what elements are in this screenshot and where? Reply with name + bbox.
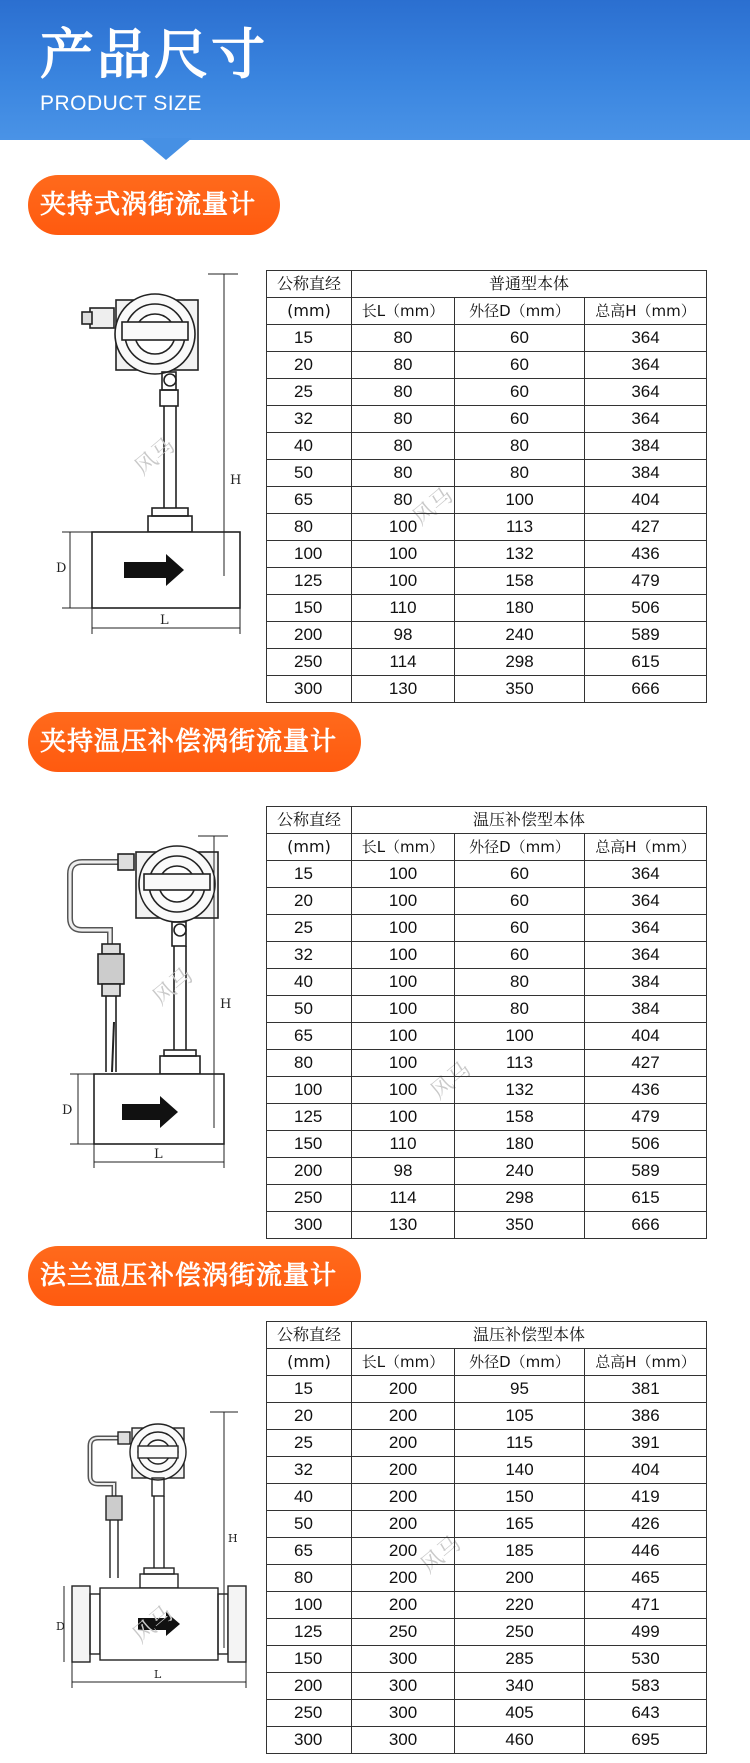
- cell-length: 80: [352, 487, 455, 514]
- cell-outer-diameter: 460: [455, 1727, 585, 1754]
- table-row: [267, 1457, 707, 1484]
- cell-diameter: 100: [267, 1592, 352, 1619]
- table-row: [267, 514, 707, 541]
- header-diameter-label: 公称直经: [267, 271, 352, 298]
- cell-length: 98: [352, 1158, 455, 1185]
- cell-outer-diameter: 115: [455, 1430, 585, 1457]
- cell-height: 364: [585, 406, 707, 433]
- header-group: 温压补偿型本体: [352, 1322, 707, 1349]
- watermark: 风马: [148, 963, 199, 1011]
- cell-height: 364: [585, 379, 707, 406]
- dim-label-h: H: [220, 997, 232, 1012]
- cell-outer-diameter: 158: [455, 1104, 585, 1131]
- dim-label-d: D: [62, 1103, 73, 1118]
- cell-length: 80: [352, 433, 455, 460]
- cell-height: 589: [585, 622, 707, 649]
- cell-outer-diameter: 60: [455, 942, 585, 969]
- cell-outer-diameter: 150: [455, 1484, 585, 1511]
- table-row: [267, 1185, 707, 1212]
- cell-length: 200: [352, 1403, 455, 1430]
- table-row: [267, 996, 707, 1023]
- cell-diameter: 65: [267, 1538, 352, 1565]
- cell-length: 300: [352, 1673, 455, 1700]
- cell-length: 80: [352, 352, 455, 379]
- cell-diameter: 32: [267, 1457, 352, 1484]
- cell-height: 666: [585, 676, 707, 703]
- cell-outer-diameter: 80: [455, 969, 585, 996]
- section-title-1: 夹持式涡街流量计: [28, 175, 280, 235]
- table-row: [267, 649, 707, 676]
- table-row: [267, 1538, 707, 1565]
- cell-height: 446: [585, 1538, 707, 1565]
- cell-diameter: 15: [267, 325, 352, 352]
- spec-table-2: [266, 806, 707, 1239]
- cell-diameter: 150: [267, 595, 352, 622]
- table-row: [267, 487, 707, 514]
- table-row: [267, 379, 707, 406]
- cell-diameter: 25: [267, 1430, 352, 1457]
- cell-length: 200: [352, 1538, 455, 1565]
- table-row: [267, 1727, 707, 1754]
- table-row: [267, 1376, 707, 1403]
- cell-length: 100: [352, 996, 455, 1023]
- cell-height: 479: [585, 568, 707, 595]
- watermark: 风马: [128, 1601, 179, 1649]
- cell-length: 200: [352, 1457, 455, 1484]
- cell-height: 364: [585, 325, 707, 352]
- cell-height: 404: [585, 1457, 707, 1484]
- header-length: 长L（mm）: [352, 1349, 455, 1376]
- cell-height: 499: [585, 1619, 707, 1646]
- cell-outer-diameter: 60: [455, 379, 585, 406]
- cell-length: 300: [352, 1727, 455, 1754]
- cell-height: 615: [585, 649, 707, 676]
- header-diameter-unit: (mm): [267, 298, 352, 325]
- cell-outer-diameter: 350: [455, 676, 585, 703]
- cell-height: 391: [585, 1430, 707, 1457]
- cell-diameter: 80: [267, 514, 352, 541]
- cell-diameter: 100: [267, 1077, 352, 1104]
- cell-length: 80: [352, 406, 455, 433]
- table-row: [267, 1077, 707, 1104]
- cell-diameter: 32: [267, 942, 352, 969]
- cell-diameter: 40: [267, 1484, 352, 1511]
- table-row: [267, 595, 707, 622]
- cell-outer-diameter: 340: [455, 1673, 585, 1700]
- table-row: [267, 1403, 707, 1430]
- cell-outer-diameter: 350: [455, 1212, 585, 1239]
- cell-height: 364: [585, 915, 707, 942]
- header-diameter-unit: (mm): [267, 834, 352, 861]
- cell-outer-diameter: 165: [455, 1511, 585, 1538]
- cell-height: 615: [585, 1185, 707, 1212]
- cell-height: 384: [585, 433, 707, 460]
- dim-label-h: H: [228, 1532, 238, 1545]
- header-outer-diameter: 外径D（mm）: [455, 834, 585, 861]
- cell-height: 426: [585, 1511, 707, 1538]
- page-subtitle: PRODUCT SIZE: [40, 92, 202, 115]
- cell-diameter: 50: [267, 1511, 352, 1538]
- cell-outer-diameter: 298: [455, 1185, 585, 1212]
- table-row: [267, 568, 707, 595]
- table-row: [267, 325, 707, 352]
- table-row: [267, 1511, 707, 1538]
- cell-diameter: 65: [267, 1023, 352, 1050]
- cell-diameter: 125: [267, 1619, 352, 1646]
- cell-diameter: 150: [267, 1131, 352, 1158]
- cell-length: 100: [352, 541, 455, 568]
- table-row: [267, 541, 707, 568]
- cell-outer-diameter: 105: [455, 1403, 585, 1430]
- cell-length: 100: [352, 942, 455, 969]
- table-row: [267, 1212, 707, 1239]
- cell-length: 110: [352, 595, 455, 622]
- cell-outer-diameter: 250: [455, 1619, 585, 1646]
- cell-diameter: 200: [267, 1158, 352, 1185]
- header-height: 总高H（mm）: [585, 298, 707, 325]
- cell-height: 384: [585, 996, 707, 1023]
- header-diameter-unit: (mm): [267, 1349, 352, 1376]
- header-height: 总高H（mm）: [585, 1349, 707, 1376]
- cell-outer-diameter: 200: [455, 1565, 585, 1592]
- dim-label-d: D: [56, 561, 67, 576]
- table-row: [267, 915, 707, 942]
- table-row: [267, 1023, 707, 1050]
- cell-outer-diameter: 298: [455, 649, 585, 676]
- cell-outer-diameter: 140: [455, 1457, 585, 1484]
- cell-height: 364: [585, 888, 707, 915]
- page-title: 产品尺寸: [40, 23, 268, 86]
- cell-height: 479: [585, 1104, 707, 1131]
- cell-diameter: 25: [267, 915, 352, 942]
- watermark: 风马: [416, 1531, 467, 1579]
- cell-outer-diameter: 285: [455, 1646, 585, 1673]
- cell-length: 100: [352, 915, 455, 942]
- cell-height: 666: [585, 1212, 707, 1239]
- cell-length: 100: [352, 514, 455, 541]
- cell-diameter: 200: [267, 622, 352, 649]
- cell-diameter: 80: [267, 1565, 352, 1592]
- cell-length: 200: [352, 1592, 455, 1619]
- cell-diameter: 15: [267, 861, 352, 888]
- cell-length: 98: [352, 622, 455, 649]
- cell-diameter: 250: [267, 1185, 352, 1212]
- cell-height: 364: [585, 861, 707, 888]
- cell-outer-diameter: 80: [455, 460, 585, 487]
- table-row: [267, 676, 707, 703]
- cell-outer-diameter: 158: [455, 568, 585, 595]
- cell-length: 100: [352, 888, 455, 915]
- page-header: [0, 0, 750, 140]
- spec-table-1: [266, 270, 707, 703]
- cell-height: 583: [585, 1673, 707, 1700]
- cell-height: 506: [585, 595, 707, 622]
- table-row: [267, 460, 707, 487]
- cell-outer-diameter: 60: [455, 915, 585, 942]
- cell-diameter: 20: [267, 1403, 352, 1430]
- table-row: [267, 1700, 707, 1727]
- cell-height: 695: [585, 1727, 707, 1754]
- cell-outer-diameter: 60: [455, 325, 585, 352]
- cell-outer-diameter: 100: [455, 487, 585, 514]
- table-row: [267, 1104, 707, 1131]
- cell-outer-diameter: 180: [455, 1131, 585, 1158]
- cell-length: 250: [352, 1619, 455, 1646]
- cell-length: 100: [352, 1050, 455, 1077]
- header-group: 温压补偿型本体: [352, 807, 707, 834]
- dim-label-l: L: [154, 1668, 162, 1681]
- cell-diameter: 40: [267, 433, 352, 460]
- cell-height: 364: [585, 352, 707, 379]
- cell-diameter: 300: [267, 676, 352, 703]
- cell-outer-diameter: 185: [455, 1538, 585, 1565]
- table-row: [267, 861, 707, 888]
- header-diameter-label: 公称直经: [267, 807, 352, 834]
- cell-outer-diameter: 132: [455, 541, 585, 568]
- cell-height: 386: [585, 1403, 707, 1430]
- cell-outer-diameter: 60: [455, 861, 585, 888]
- section-title-2: 夹持温压补偿涡街流量计: [28, 712, 361, 772]
- diagram-clamp-compensated-meter: [52, 832, 266, 1182]
- cell-height: 530: [585, 1646, 707, 1673]
- cell-height: 404: [585, 1023, 707, 1050]
- cell-height: 471: [585, 1592, 707, 1619]
- cell-length: 114: [352, 649, 455, 676]
- table-row: [267, 1619, 707, 1646]
- cell-height: 506: [585, 1131, 707, 1158]
- dim-label-l: L: [160, 613, 169, 628]
- cell-diameter: 125: [267, 568, 352, 595]
- header-diameter-label: 公称直经: [267, 1322, 352, 1349]
- cell-length: 80: [352, 325, 455, 352]
- table-row: [267, 406, 707, 433]
- cell-length: 130: [352, 1212, 455, 1239]
- cell-length: 110: [352, 1131, 455, 1158]
- cell-outer-diameter: 60: [455, 888, 585, 915]
- cell-diameter: 15: [267, 1376, 352, 1403]
- dim-label-h: H: [230, 473, 242, 488]
- cell-length: 200: [352, 1565, 455, 1592]
- table-row: [267, 969, 707, 996]
- cell-length: 300: [352, 1646, 455, 1673]
- spec-table-3: [266, 1321, 707, 1754]
- cell-length: 100: [352, 969, 455, 996]
- cell-length: 200: [352, 1376, 455, 1403]
- cell-length: 200: [352, 1430, 455, 1457]
- watermark: 风马: [408, 483, 459, 531]
- cell-height: 589: [585, 1158, 707, 1185]
- cell-diameter: 250: [267, 649, 352, 676]
- cell-outer-diameter: 95: [455, 1376, 585, 1403]
- cell-height: 384: [585, 969, 707, 996]
- cell-height: 381: [585, 1376, 707, 1403]
- cell-height: 384: [585, 460, 707, 487]
- cell-diameter: 20: [267, 352, 352, 379]
- cell-length: 100: [352, 861, 455, 888]
- table-row: [267, 1430, 707, 1457]
- cell-diameter: 40: [267, 969, 352, 996]
- cell-diameter: 32: [267, 406, 352, 433]
- cell-outer-diameter: 405: [455, 1700, 585, 1727]
- cell-diameter: 200: [267, 1673, 352, 1700]
- cell-diameter: 50: [267, 460, 352, 487]
- cell-length: 100: [352, 1104, 455, 1131]
- diagram-flange-compensated-meter: [58, 1408, 258, 1700]
- watermark: 风马: [426, 1057, 477, 1105]
- cell-height: 419: [585, 1484, 707, 1511]
- cell-diameter: 50: [267, 996, 352, 1023]
- dim-label-d: D: [56, 1620, 65, 1633]
- cell-outer-diameter: 100: [455, 1023, 585, 1050]
- cell-outer-diameter: 113: [455, 514, 585, 541]
- table-row: [267, 942, 707, 969]
- cell-diameter: 80: [267, 1050, 352, 1077]
- cell-height: 643: [585, 1700, 707, 1727]
- header-length: 长L（mm）: [352, 298, 455, 325]
- cell-outer-diameter: 180: [455, 595, 585, 622]
- cell-height: 364: [585, 942, 707, 969]
- table-row: [267, 1131, 707, 1158]
- cell-diameter: 300: [267, 1727, 352, 1754]
- cell-length: 200: [352, 1484, 455, 1511]
- header-notch: [140, 138, 192, 160]
- cell-height: 436: [585, 1077, 707, 1104]
- cell-outer-diameter: 240: [455, 1158, 585, 1185]
- cell-outer-diameter: 220: [455, 1592, 585, 1619]
- table-row: [267, 1592, 707, 1619]
- table-row: [267, 433, 707, 460]
- cell-diameter: 300: [267, 1212, 352, 1239]
- cell-outer-diameter: 80: [455, 996, 585, 1023]
- table-row: [267, 622, 707, 649]
- table-row: [267, 1050, 707, 1077]
- table-row: [267, 352, 707, 379]
- cell-length: 100: [352, 1023, 455, 1050]
- cell-outer-diameter: 80: [455, 433, 585, 460]
- cell-length: 200: [352, 1511, 455, 1538]
- cell-height: 427: [585, 1050, 707, 1077]
- table-row: [267, 1484, 707, 1511]
- cell-diameter: 150: [267, 1646, 352, 1673]
- cell-length: 100: [352, 1077, 455, 1104]
- table-row: [267, 1673, 707, 1700]
- header-outer-diameter: 外径D（mm）: [455, 1349, 585, 1376]
- cell-height: 404: [585, 487, 707, 514]
- header-group: 普通型本体: [352, 271, 707, 298]
- table-row: [267, 1565, 707, 1592]
- cell-length: 100: [352, 568, 455, 595]
- cell-diameter: 100: [267, 541, 352, 568]
- section-title-3: 法兰温压补偿涡街流量计: [28, 1246, 361, 1306]
- header-height: 总高H（mm）: [585, 834, 707, 861]
- header-length: 长L（mm）: [352, 834, 455, 861]
- cell-length: 300: [352, 1700, 455, 1727]
- cell-length: 80: [352, 379, 455, 406]
- diagram-clamp-meter: [48, 272, 268, 680]
- cell-length: 130: [352, 676, 455, 703]
- table-row: [267, 1158, 707, 1185]
- cell-height: 465: [585, 1565, 707, 1592]
- cell-diameter: 20: [267, 888, 352, 915]
- cell-outer-diameter: 240: [455, 622, 585, 649]
- table-row: [267, 1646, 707, 1673]
- watermark: 风马: [130, 433, 181, 481]
- header-outer-diameter: 外径D（mm）: [455, 298, 585, 325]
- cell-diameter: 65: [267, 487, 352, 514]
- cell-diameter: 250: [267, 1700, 352, 1727]
- cell-diameter: 125: [267, 1104, 352, 1131]
- cell-diameter: 25: [267, 379, 352, 406]
- cell-outer-diameter: 60: [455, 406, 585, 433]
- cell-outer-diameter: 132: [455, 1077, 585, 1104]
- dim-label-l: L: [154, 1147, 163, 1162]
- cell-outer-diameter: 113: [455, 1050, 585, 1077]
- cell-length: 80: [352, 460, 455, 487]
- cell-height: 436: [585, 541, 707, 568]
- cell-outer-diameter: 60: [455, 352, 585, 379]
- cell-height: 427: [585, 514, 707, 541]
- cell-length: 114: [352, 1185, 455, 1212]
- table-row: [267, 888, 707, 915]
